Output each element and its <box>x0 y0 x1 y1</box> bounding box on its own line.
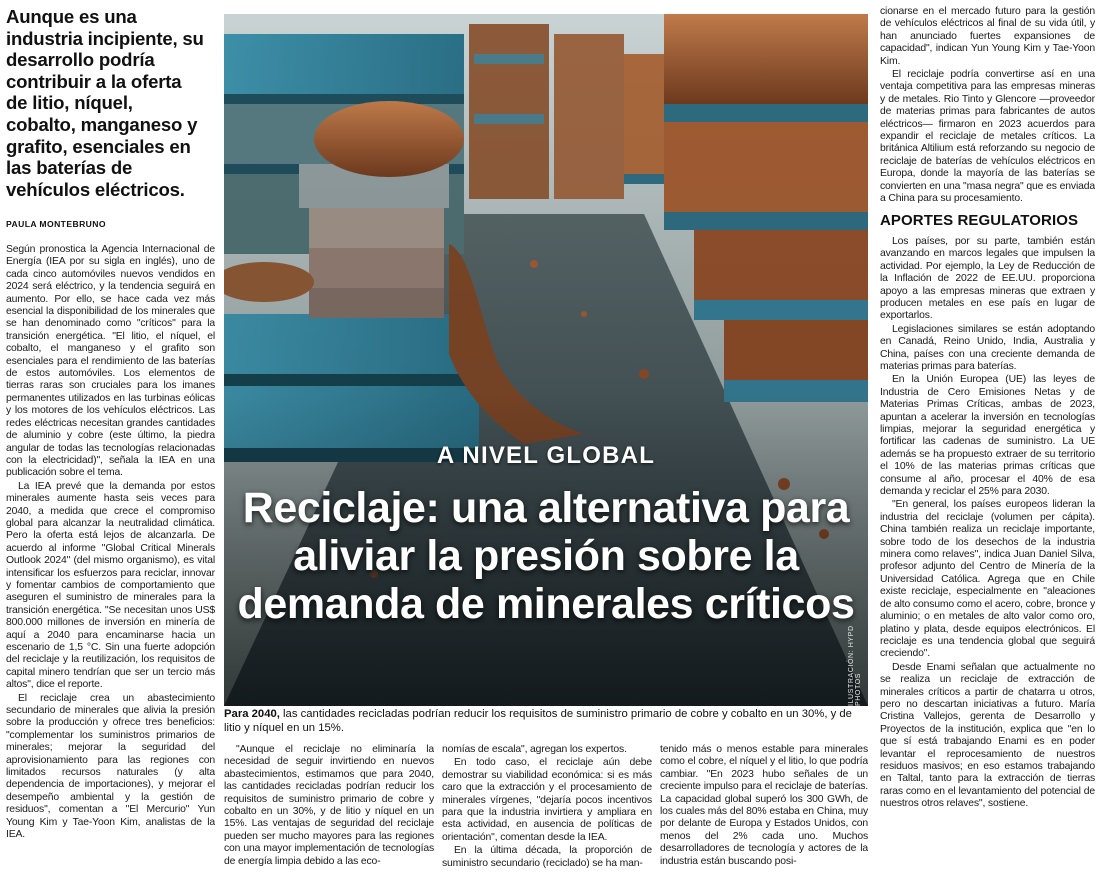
paragraph: tenido más o menos estable para minerales como el cobre, el níquel y el litio, lo que podría cambiar. "En 2023 hubo señales de un creciente impulso para el reciclaje de baterías. La capacidad global superó los 300 GWh, de los cuales más del 80% estaba en China, muy por delante de Europa y Estados Unidos, con menos del 2% cada uno. Muchos desarrolladores de tecnología y actores de la industria están buscando posi- <box>660 744 868 867</box>
body-column-1 <box>6 244 215 884</box>
paragraph: En la última década, la proporción de suministro secundario (reciclado) se ha man- <box>442 845 652 869</box>
caption-text: las cantidades recicladas podrían reducir los requisitos de suministro primario de cobre y cobalto en un 30%, y de litio y níquel en un 15%. <box>224 708 852 734</box>
body-column-4 <box>660 744 868 884</box>
paragraph: El reciclaje crea un abastecimiento secundario de minerales que alivia la presión sobre la producción y ofrece tres beneficios: "complementar los suministros primarios de minerales; mejorar la seguridad del aprovisionamiento para las regiones con limitados recursos naturales (y alta dependencia de importaciones), y mejorar el desempeño ambiental y la gestión de residuos", comentan a "El Mercurio" Yun Young Kim y Tae-Yoon Kim, analistas de la IEA. <box>6 692 215 841</box>
paragraph: Según pronostica la Agencia Internacional de Energía (IEA por su sigla en inglés), uno de cada cinco automóviles nuevos vendidos en 2024 será eléctrico, y la tendencia seguirá en aumento. Por ello, se hace cada vez más esencial la disponibilidad de los minerales que se han denominado como "críticos" para la transición energética. "El litio, el níquel, el cobalto, el manganeso y el grafito son esenciales para el rendimiento de las baterías de estos automóviles. Los elementos de tierras raras son cruciales para los imanes permanentes utilizados en las turbinas eólicas y los motores de los vehículos eléctricos. Las redes eléctricas necesitan grandes cantidades de aluminio y cobre (este último, la piedra angular de todas las tecnologías relacionadas con la electricidad)", señala la IEA en una publicación sobre el tema. <box>6 244 215 479</box>
paragraph: La IEA prevé que la demanda por estos minerales aumente hasta seis veces para 2040, a medida que crece el compromiso global para alcanzar la neutralidad climática. Pero la oferta está lejos de alcanzarla. De acuerdo al informe "Global Critical Minerals Outlook 2024" (del mismo organismo), es vital intensificar los esfuerzos para reciclar, innovar y fomentar cambios de comportamiento que aseguren el suministro de minerales para la transición energética. "Se necesitan unos US$ 800.000 millones de inversión en minería de aquí a 2040 para encaminarse hacia un escenario de 1,5 °C. Sin una fuerte adopción del reciclaje y la reutilización, los requisitos de capital minero tendrían que ser un tercio más altos", dice el reporte. <box>6 480 215 691</box>
paragraph: nomías de escala", agregan los expertos. <box>442 744 627 755</box>
article-deck: Aunque es una industria incipiente, su desarrollo podría contribuir a la oferta de litio, níquel, cobalto, manganeso y grafito, esenciales en las baterías de vehículos eléctricos. <box>6 6 204 200</box>
paragraph: "En general, los países europeos lideran la industria del reciclaje (volumen per cápita). China también realiza un reciclaje importante, sobre todo de los desechos de la industria minera como relaves", indica Juan Daniel Silva, profesor adjunto del Centro de Minería de la Universidad Católica. Agrega que en Chile existe reciclaje, especialmente en "aleaciones de alto consumo como el acero, cobre, bronce y aluminio; o en metales de alto valor como oro, platino y plata, desde equipos electrónicos. El reciclaje es una tendencia global que seguirá creciendo". <box>880 499 1095 660</box>
photo-caption <box>224 708 868 735</box>
body-column-5 <box>880 6 1095 884</box>
byline: PAULA MONTEBRUNO <box>6 219 106 229</box>
body-column-3 <box>442 744 652 884</box>
caption-lead: Para 2040, <box>224 708 280 720</box>
paragraph: Los países, por su parte, también están avanzando en marcos legales que impulsen la actividad. Por ejemplo, la Ley de Reducción de la Inflación de 2022 de EE.UU. proporciona apoyo a las empresas mineras que extraen y producen metales en ese país en lugar de exportarlos. <box>880 235 1095 322</box>
section-kicker: A NIVEL GLOBAL <box>436 442 656 469</box>
paragraph: cionarse en el mercado futuro para la gestión de vehículos eléctricos al final de su vida útil, y han anunciado fuertes expansiones de capacidad", indican Yun Young Kim y Tae-Yoon Kim. <box>880 6 1095 67</box>
photo-credit: ILUSTRACIÓN: HYPD PHOTOS <box>848 625 862 706</box>
paragraph: "Aunque el reciclaje no eliminaría la necesidad de seguir invirtiendo en nuevos abastecimientos, estimamos que para 2040, las cantidades recicladas podrían reducir los requisitos de suministro primario de cobre y cobalto en un 30%, y de litio y níquel en un 15%. Las ventajas de seguridad del reciclaje pueden ser mucho mayores para las regiones con una mayor implementación de tecnologías de energía limpia debido a las eco- <box>224 744 434 867</box>
paragraph: Desde Enami señalan que actualmente no se realiza un reciclaje de extracción de minerales críticos a partir de chatarra u otros, pero no descartan iniciativas a futuro. María Cristina Vallejos, gerenta de Desarrollo y Proyectos de la institución, explica que "en lo que sí está trabajando Enami es en poder levantar el reprocesamiento de nuestros residuos masivos; en eso estamos trabajando en Taltal, tanto para la extracción de tierras raras como en el levantamiento del potencial de nuestros otros relaves", sostiene. <box>880 661 1095 810</box>
paragraph: El reciclaje podría convertirse así en una ventaja competitiva para las empresas mineras y de metales. Rio Tinto y Glencore —proveedor de materias primas para fabricantes de autos eléctricos— firmaron en 2023 acuerdos para expandir el reciclaje de metales críticos. La británica Altilium está reforzando su negocio de reciclaje de baterías de vehículos eléctricos en Europa, donde la mayoría de las baterías se convierten en una "masa negra" que es enviada a China para su procesamiento. <box>880 69 1095 205</box>
paragraph: En todo caso, el reciclaje aún debe demostrar su viabilidad económica: si es más caro que la extracción y el procesamiento de minerales vírgenes, "dejaría pocos incentivos para que la industria invirtiera y ampliara en esta actividad, en ausencia de políticas de orientación", comentan desde la IEA. <box>442 757 652 843</box>
paragraph: En la Unión Europea (UE) las leyes de Industria de Cero Emisiones Netas y de Materias Primas Críticas, ambas de 2023, apuntan a acelerar la inversión en tecnologías limpias, mejorar la seguridad energética y fortificar las cadenas de suministro. La UE además se ha propuesto extraer de su territorio el 10% de las materias primas críticas que consume al año, procesar el 40% de esa demanda y reciclar el 25% para 2030. <box>880 374 1095 498</box>
hero-illustration <box>224 14 868 706</box>
section-subheading: APORTES REGULATORIOS <box>880 211 1079 229</box>
paragraph: Legislaciones similares se están adoptando en Canadá, Reino Unido, India, Australia y China, países con una creciente demanda de materias primas para baterías. <box>880 323 1095 372</box>
page-title: Reciclaje: una alternativa para aliviar la presión sobre la demanda de minerales críticos <box>237 484 855 628</box>
body-column-2 <box>224 744 434 884</box>
